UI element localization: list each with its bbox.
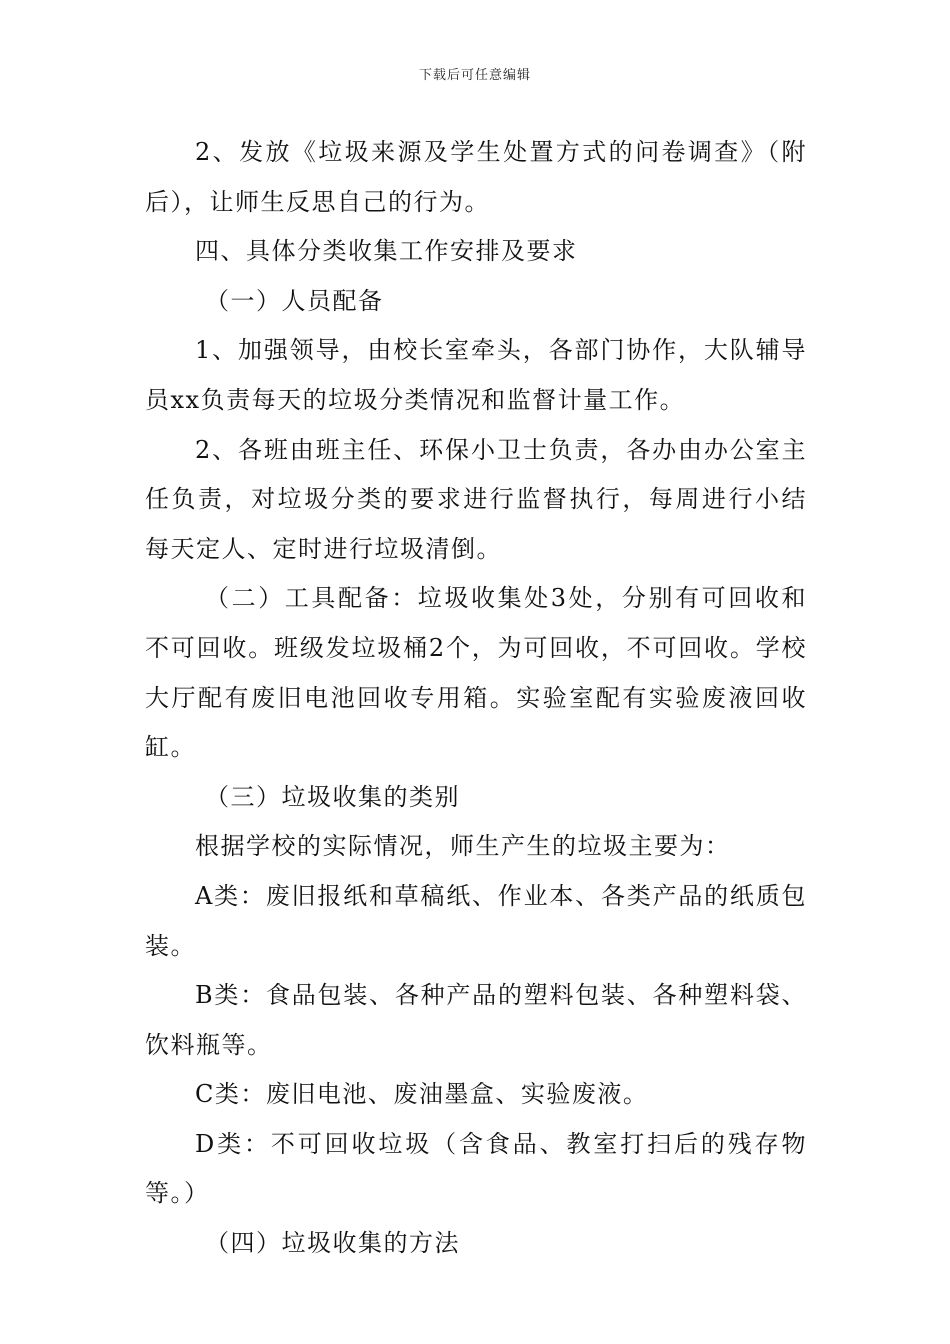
subsection-heading-methods: （四）垃圾收集的方法 xyxy=(205,1229,460,1258)
document-body xyxy=(145,128,807,1269)
paragraph-category-b: B类：食品包装、各种产品的塑料包装、各种塑料袋、饮料瓶等。 xyxy=(145,981,807,1059)
paragraph-questionnaire: 2、发放《垃圾来源及学生处置方式的问卷调查》（附后），让师生反思自己的行为。 xyxy=(145,138,807,216)
paragraph-category-d: D类：不可回收垃圾（含食品、教室打扫后的残存物等。） xyxy=(145,1129,807,1208)
subsection-heading-categories: （三）垃圾收集的类别 xyxy=(205,782,460,811)
paragraph-class-responsibility: 2、各班由班主任、环保小卫士负责，各办由办公室主任负责，对垃圾分类的要求进行监督执行，每周进行小结每天定人、定时进行垃圾清倒。 xyxy=(145,435,807,563)
paragraph-tools: （二）工具配备：垃圾收集处3处，分别有可回收和不可回收。班级发垃圾桶2个，为可回收，不可回收。学校大厅配有废旧电池回收专用箱。实验室配有实验废液回收缸。 xyxy=(145,584,807,762)
paragraph-leadership: 1、加强领导，由校长室牵头，各部门协作，大队辅导员xx负责每天的垃圾分类情况和监督计量工作。 xyxy=(145,336,807,414)
section-heading-4: 四、具体分类收集工作安排及要求 xyxy=(195,237,578,266)
page-header: 下载后可任意编辑 xyxy=(418,68,531,83)
paragraph-category-c: C类：废旧电池、废油墨盒、实验废液。 xyxy=(195,1080,649,1109)
paragraph-categories-intro: 根据学校的实际情况，师生产生的垃圾主要为： xyxy=(195,832,731,861)
paragraph-category-a: A类：废旧报纸和草稿纸、作业本、各类产品的纸质包装。 xyxy=(145,881,807,960)
subsection-heading-personnel: （一）人员配备 xyxy=(205,286,384,315)
